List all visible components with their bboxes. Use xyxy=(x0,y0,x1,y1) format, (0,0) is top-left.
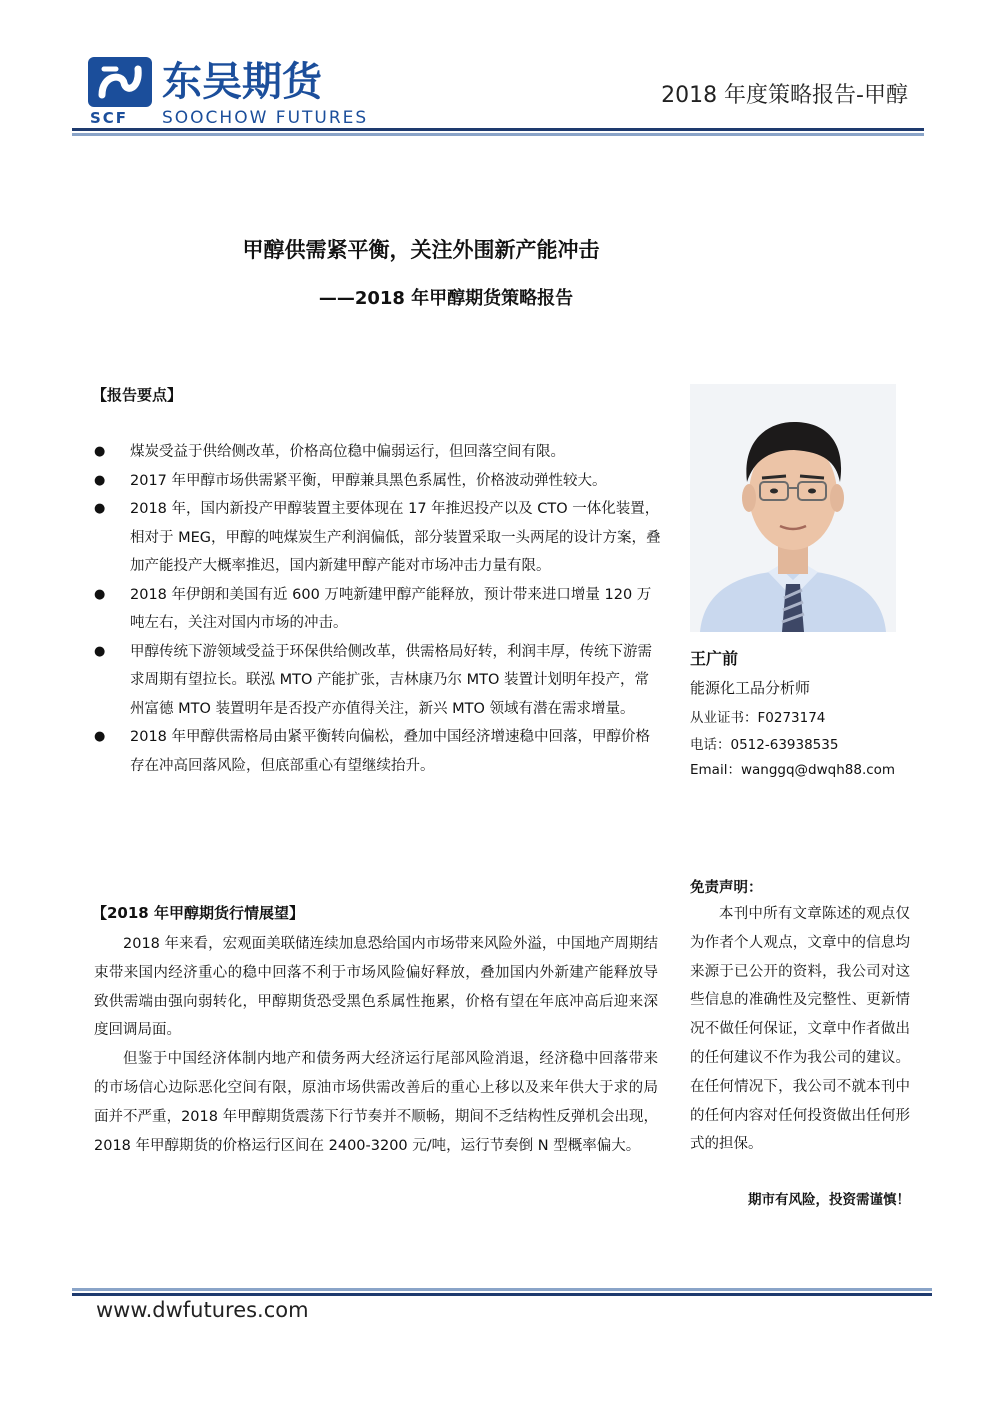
outlook-body xyxy=(94,930,658,1160)
key-point-item: ● 2018 年甲醇供需格局由紧平衡转向偏松，叠加中国经济增速稳中回落，甲醇价格存在冲高回落风险，但底部重心有望继续抬升。 xyxy=(92,723,662,780)
analyst-title: 能源化工品分析师 xyxy=(690,679,811,697)
company-logo xyxy=(88,55,408,127)
disclaimer-heading: 免责声明： xyxy=(690,880,763,896)
key-point-item: ● 2018 年伊朗和美国有近 600 万吨新建甲醇产能释放，预计带来进口增量 120 万吨左右，关注对国内市场的冲击。 xyxy=(92,581,662,638)
disclaimer-body: 本刊中所有文章陈述的观点仅为作者个人观点，文章中的信息均来源于已公开的资料，我公司对这些信息的准确性及完整性、更新情况不做任何保证，文章中作者做出的任何建议不作为我公司的建议。在任何情况下，我公司不就本刊中的任何内容对任何投资做出任何形式的担保。 xyxy=(690,906,910,1153)
analyst-email[interactable]: Email：wanggq@dwqh88.com xyxy=(690,762,896,778)
analyst-name: 王广前 xyxy=(690,649,739,668)
website-link[interactable]: www.dwfutures.com xyxy=(96,1298,309,1322)
footer-rule xyxy=(72,1293,932,1296)
logo-cn: 东吴期货 xyxy=(162,59,322,105)
key-point-item: ● 甲醇传统下游领域受益于环保供给侧改革，供需格局好转，利润丰厚，传统下游需求周期有望拉长。联泓 MTO 产能扩张，吉林康乃尔 MTO 装置计划明年投产，常州富德 MTO 装置明年是否投产亦值得关注，新兴 MTO 领域有潜在需求增量。 xyxy=(92,638,662,724)
key-point-item: ● 煤炭受益于供给侧改革，价格高位稳中偏弱运行，但回落空间有限。 xyxy=(92,438,662,467)
logo-en: SOOCHOW FUTURES xyxy=(162,108,369,127)
report-tag: 2018 年度策略报告-甲醇 xyxy=(661,83,908,108)
report-title: 甲醇供需紧平衡，关注外围新产能冲击 xyxy=(242,238,600,262)
risk-warning: 期市有风险，投资需谨慎！ xyxy=(748,1192,910,1208)
report-subtitle: ——2018 年甲醇期货策略报告 xyxy=(318,288,574,309)
analyst-photo xyxy=(690,384,896,632)
outlook-paragraph: 但鉴于中国经济体制内地产和债务两大经济运行尾部风险消退，经济稳中回落带来的市场信心边际恶化空间有限，原油市场供需改善后的重心上移以及来年供大于求的局面并不严重，2018 年甲醇期货震荡下行节奏并不顺畅，期间不乏结构性反弹机会出现，2018 年甲醇期货的价格运行区间在 2400-3200 元/吨，运行节奏倒 N 型概率偏大。 xyxy=(94,1051,658,1154)
key-point-item: ● 2017 年甲醇市场供需紧平衡，甲醇兼具黑色系属性，价格波动弹性较大。 xyxy=(92,467,662,496)
header-rule xyxy=(72,128,924,131)
outlook-paragraph: 2018 年来看，宏观面美联储连续加息恐给国内市场带来风险外溢，中国地产周期结束带来国内经济重心的稳中回落不利于市场风险偏好释放，叠加国内外新建产能释放导致供需端由强向弱转化，甲醇期货恐受黑色系属性拖累，价格有望在年底冲高后迎来深度回调局面。 xyxy=(94,936,658,1039)
key-points-heading: 【报告要点】 xyxy=(92,386,183,404)
outlook-heading: 【2018 年甲醇期货行情展望】 xyxy=(92,904,304,922)
logo-graphic xyxy=(88,55,408,127)
analyst-certificate: 从业证书：F0273174 xyxy=(690,710,826,726)
key-point-item: ● 2018 年，国内新投产甲醇装置主要体现在 17 年推迟投产以及 CTO 一体化装置，相对于 MEG，甲醇的吨煤炭生产利润偏低，部分装置采取一头两尾的设计方案，叠加产能投产大概率推迟，国内新建甲醇产能对市场冲击力量有限。 xyxy=(92,495,662,581)
analyst-phone: 电话：0512-63938535 xyxy=(690,737,839,753)
key-points-list xyxy=(92,438,662,780)
logo-abbr: SCF xyxy=(90,109,129,127)
header-rule-light xyxy=(72,133,924,136)
footer-rule-light xyxy=(72,1288,932,1291)
